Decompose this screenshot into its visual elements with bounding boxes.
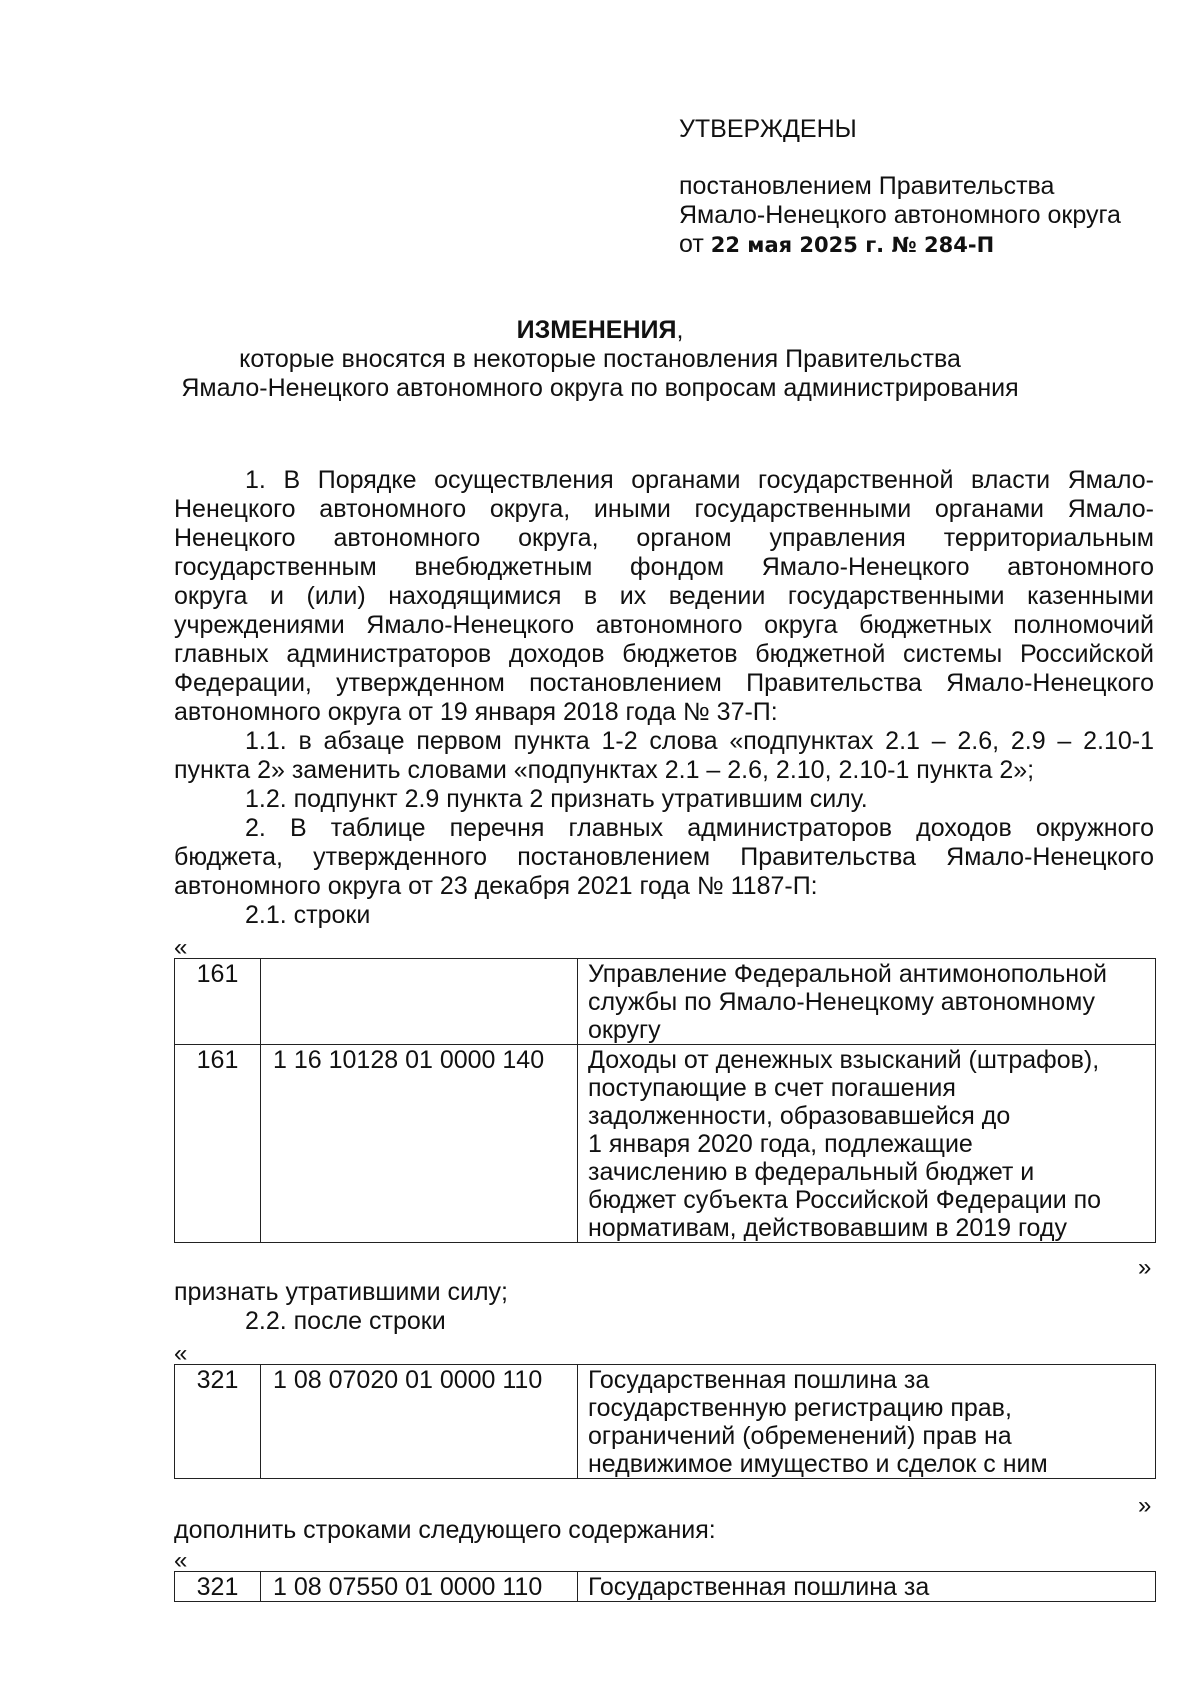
paragraph-1-line: автономного округа от 19 января 2018 года № 37-П:	[174, 698, 778, 726]
revenue-name-line: ограничений (обременений) прав на	[588, 1422, 1012, 1450]
paragraph-1-line: округа и (или) находящимися в их ведении государственными казенными	[174, 582, 1154, 610]
paragraph-1-line: учреждениями Ямало-Ненецкого автономного округа бюджетных полномочий	[174, 611, 1154, 639]
revenue-table-2	[174, 1364, 1156, 1479]
revenue-name-line: недвижимое имущество и сделок с ним	[588, 1450, 1048, 1478]
table-row	[175, 959, 1156, 1045]
paragraph-1-2: 1.2. подпункт 2.9 пункта 2 признать утратившим силу.	[245, 785, 868, 813]
paragraph-2-2: 2.2. после строки	[245, 1307, 446, 1335]
paragraph-1-1-line: пункта 2» заменить словами «подпунктах 2.1 – 2.6, 2.10, 2.10-1 пункта 2»;	[174, 756, 1035, 784]
approval-line-1: постановлением Правительства	[679, 172, 1055, 200]
document-subtitle-line-1: которые вносятся в некоторые постановления Правительства	[239, 345, 961, 373]
revenue-code-cell	[261, 959, 578, 1045]
revenue-name-line: нормативам, действовавшим в 2019 году	[588, 1214, 1068, 1242]
paragraph-1-line: 1. В Порядке осуществления органами государственной власти Ямало-	[245, 466, 1154, 494]
paragraph-1-line: главных администраторов доходов бюджетов бюджетной системы Российской	[174, 640, 1154, 668]
admin-code-cell: 161	[175, 1045, 261, 1243]
revenue-name-cell	[578, 1365, 1156, 1479]
paragraph-1-line: Ненецкого автономного округа, иными государственными органами Ямало-	[174, 495, 1154, 523]
paragraph-1-line: государственным внебюджетным фондом Ямало-Ненецкого автономного	[174, 553, 1154, 581]
admin-code-cell: 321	[175, 1572, 261, 1602]
paragraph-1-line: Ненецкого автономного округа, органом управления территориальным	[174, 524, 1154, 552]
revenue-code-cell: 1 16 10128 01 0000 140	[261, 1045, 578, 1243]
quote-open: «	[174, 934, 188, 961]
revenue-name-cell	[578, 959, 1156, 1045]
document-title-main: ИЗМЕНЕНИЯ	[516, 316, 677, 344]
approval-heading: УТВЕРЖДЕНЫ	[679, 115, 857, 143]
revenue-name-cell	[578, 1572, 1156, 1602]
revenue-name-line: государственную регистрацию прав,	[588, 1394, 1012, 1422]
quote-close: »	[1138, 1492, 1152, 1519]
revenue-name-line: Государственная пошлина за	[588, 1366, 930, 1394]
revenue-name-line: бюджет субъекта Российской Федерации по	[588, 1186, 1102, 1214]
quote-open: «	[174, 1340, 188, 1367]
document-title-suffix: ,	[676, 316, 684, 344]
revenue-code-cell: 1 08 07020 01 0000 110	[261, 1365, 578, 1479]
table-row	[175, 1572, 1156, 1602]
paragraph-1-1-line: 1.1. в абзаце первом пункта 1-2 слова «подпунктах 2.1 – 2.6, 2.9 – 2.10-1	[245, 727, 1154, 755]
admin-code-cell: 321	[175, 1365, 261, 1479]
revenue-name-line: 1 января 2020 года, подлежащие	[588, 1130, 973, 1158]
document-subtitle-line-2: Ямало-Ненецкого автономного округа по вопросам администрирования	[181, 374, 1019, 402]
revenue-name-line: Государственная пошлина за	[588, 1573, 930, 1601]
table-row	[175, 1365, 1156, 1479]
paragraph-1-line: Федерации, утвержденном постановлением Правительства Ямало-Ненецкого	[174, 669, 1154, 697]
approval-date-prefix: от	[679, 230, 711, 258]
paragraph-2-line: автономного округа от 23 декабря 2021 года № 1187-П:	[174, 872, 818, 900]
paragraph-2-line: бюджета, утвержденного постановлением Правительства Ямало-Ненецкого	[174, 843, 1154, 871]
paragraph-2-1: 2.1. строки	[245, 901, 371, 929]
approval-date-value: 22 мая 2025 г. № 284-П	[710, 233, 995, 257]
approval-date	[679, 230, 994, 260]
after-table-2: дополнить строками следующего содержания:	[174, 1516, 716, 1544]
revenue-code-cell: 1 08 07550 01 0000 110	[261, 1572, 578, 1602]
revenue-table-1	[174, 958, 1156, 1243]
revenue-table-3	[174, 1571, 1156, 1602]
revenue-name-line: зачислению в федеральный бюджет и	[588, 1158, 1035, 1186]
quote-open: «	[174, 1547, 188, 1574]
revenue-name-line: Управление Федеральной антимонопольной	[588, 960, 1107, 988]
approval-line-2: Ямало-Ненецкого автономного округа	[679, 201, 1121, 229]
revenue-name-line: службы по Ямало-Ненецкому автономному	[588, 988, 1096, 1016]
quote-close: »	[1138, 1254, 1152, 1281]
revenue-name-line: поступающие в счет погашения	[588, 1074, 956, 1102]
revenue-name-cell	[578, 1045, 1156, 1243]
revenue-name-line: задолженности, образовавшейся до	[588, 1102, 1011, 1130]
revenue-name-line: округу	[588, 1016, 661, 1044]
after-table-1: признать утратившими силу;	[174, 1278, 508, 1306]
table-row	[175, 1045, 1156, 1243]
revenue-name-line: Доходы от денежных взысканий (штрафов),	[588, 1046, 1100, 1074]
paragraph-2-line: 2. В таблице перечня главных администраторов доходов окружного	[245, 814, 1154, 842]
document-title	[0, 316, 1200, 345]
admin-code-cell: 161	[175, 959, 261, 1045]
